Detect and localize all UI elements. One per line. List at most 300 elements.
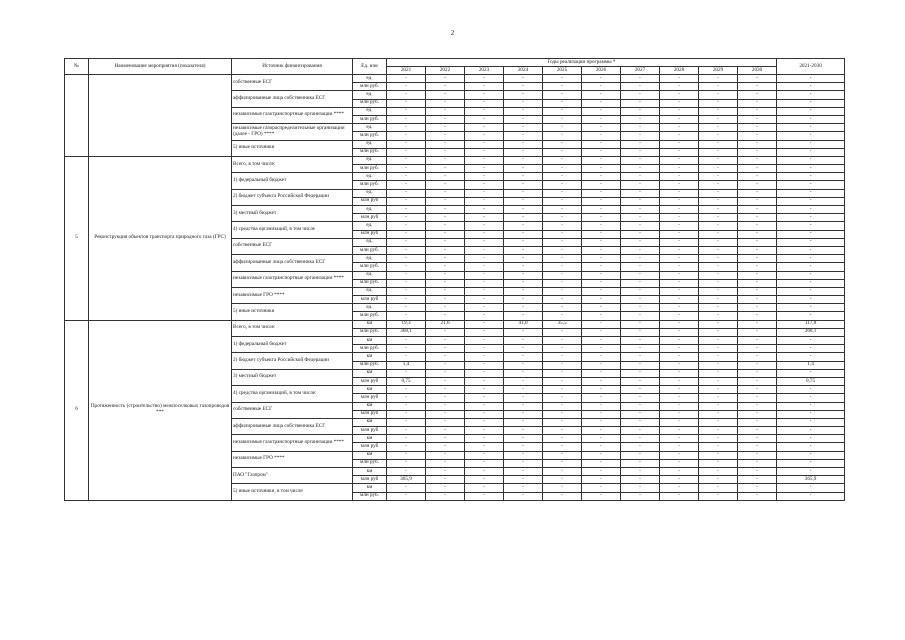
year-value-cell: - bbox=[504, 377, 543, 385]
year-value-cell: - bbox=[738, 337, 777, 345]
year-value-cell: - bbox=[543, 451, 582, 459]
year-value-cell: - bbox=[621, 214, 660, 222]
year-value-cell: - bbox=[699, 353, 738, 361]
year-value-cell: - bbox=[699, 165, 738, 173]
year-value-cell: - bbox=[582, 206, 621, 214]
year-value-cell: - bbox=[387, 468, 426, 476]
year-value-cell: - bbox=[504, 181, 543, 189]
year-value-cell: - bbox=[621, 83, 660, 91]
year-value-cell: - bbox=[621, 312, 660, 320]
year-value-cell: 21,6 bbox=[426, 320, 465, 328]
total-value-cell: - bbox=[777, 148, 845, 156]
year-value-cell: - bbox=[582, 246, 621, 254]
unit-cell: ед. bbox=[353, 75, 387, 83]
year-value-cell: - bbox=[699, 468, 738, 476]
year-value-cell: - bbox=[504, 246, 543, 254]
year-value-cell: - bbox=[543, 189, 582, 197]
year-value-cell: - bbox=[582, 279, 621, 287]
year-value-cell: - bbox=[543, 312, 582, 320]
year-value-cell: - bbox=[738, 468, 777, 476]
year-value-cell: - bbox=[660, 476, 699, 484]
year-value-cell: - bbox=[426, 402, 465, 410]
year-value-cell: - bbox=[699, 115, 738, 123]
year-value-cell: - bbox=[426, 468, 465, 476]
year-value-cell: - bbox=[738, 377, 777, 385]
year-value-cell: - bbox=[543, 377, 582, 385]
year-value-cell: - bbox=[660, 287, 699, 295]
year-value-cell: - bbox=[543, 214, 582, 222]
year-value-cell: - bbox=[621, 484, 660, 492]
year-value-cell: - bbox=[582, 263, 621, 271]
year-value-cell: - bbox=[738, 148, 777, 156]
year-value-cell: - bbox=[699, 124, 738, 132]
year-value-cell: - bbox=[387, 386, 426, 394]
year-value-cell: - bbox=[387, 492, 426, 500]
year-value-cell: - bbox=[387, 459, 426, 467]
year-value-cell: - bbox=[426, 206, 465, 214]
header-year: 2023 bbox=[465, 67, 504, 75]
year-value-cell: - bbox=[738, 206, 777, 214]
year-value-cell: - bbox=[504, 132, 543, 140]
unit-cell: млн руб bbox=[353, 197, 387, 205]
year-value-cell: - bbox=[465, 312, 504, 320]
year-value-cell: - bbox=[699, 206, 738, 214]
year-value-cell: - bbox=[660, 451, 699, 459]
year-value-cell: - bbox=[738, 197, 777, 205]
year-value-cell: - bbox=[387, 304, 426, 312]
year-value-cell: - bbox=[465, 124, 504, 132]
year-value-cell: - bbox=[699, 369, 738, 377]
year-value-cell: - bbox=[738, 386, 777, 394]
year-value-cell: - bbox=[699, 263, 738, 271]
funding-source: собственные ЕСГ bbox=[232, 238, 353, 254]
year-value-cell: - bbox=[465, 140, 504, 148]
year-value-cell: - bbox=[426, 304, 465, 312]
year-value-cell: - bbox=[504, 287, 543, 295]
year-value-cell: - bbox=[660, 230, 699, 238]
year-value-cell: - bbox=[582, 484, 621, 492]
year-value-cell: - bbox=[738, 279, 777, 287]
total-value-cell: - bbox=[777, 337, 845, 345]
year-value-cell: - bbox=[621, 320, 660, 328]
total-value-cell: - bbox=[777, 435, 845, 443]
year-value-cell: - bbox=[621, 222, 660, 230]
funding-source: 1) федеральный бюджет bbox=[232, 173, 353, 189]
year-value-cell: - bbox=[621, 337, 660, 345]
unit-cell: ед. bbox=[353, 91, 387, 99]
funding-source: 5) иные источники bbox=[232, 140, 353, 156]
year-value-cell: - bbox=[621, 156, 660, 164]
year-value-cell: - bbox=[738, 418, 777, 426]
year-value-cell: - bbox=[582, 361, 621, 369]
header-year: 2026 bbox=[582, 67, 621, 75]
year-value-cell: - bbox=[387, 255, 426, 263]
year-value-cell: - bbox=[426, 394, 465, 402]
total-value-cell: - bbox=[777, 492, 845, 500]
funding-source: аффилированные лица собственника ЕСГ bbox=[232, 418, 353, 434]
year-value-cell: - bbox=[738, 156, 777, 164]
year-value-cell: - bbox=[582, 115, 621, 123]
total-value-cell: - bbox=[777, 402, 845, 410]
year-value-cell: - bbox=[582, 214, 621, 222]
unit-cell: ед. bbox=[353, 222, 387, 230]
year-value-cell: - bbox=[465, 361, 504, 369]
unit-cell: млн руб bbox=[353, 230, 387, 238]
year-value-cell: - bbox=[660, 468, 699, 476]
year-value-cell: - bbox=[504, 443, 543, 451]
header-year: 2030 bbox=[738, 67, 777, 75]
measure-number: 5 bbox=[65, 156, 89, 320]
header-year: 2028 bbox=[660, 67, 699, 75]
total-value-cell: 0,75 bbox=[777, 377, 845, 385]
year-value-cell: - bbox=[426, 459, 465, 467]
year-value-cell: - bbox=[699, 181, 738, 189]
year-value-cell: - bbox=[738, 492, 777, 500]
year-value-cell: - bbox=[387, 410, 426, 418]
year-value-cell: - bbox=[465, 132, 504, 140]
year-value-cell: - bbox=[426, 476, 465, 484]
total-value-cell: - bbox=[777, 238, 845, 246]
year-value-cell: - bbox=[621, 124, 660, 132]
funding-source: 4) средства организаций, в том числе: bbox=[232, 386, 353, 402]
year-value-cell: - bbox=[621, 263, 660, 271]
year-value-cell: - bbox=[660, 312, 699, 320]
year-value-cell: - bbox=[582, 75, 621, 83]
year-value-cell: - bbox=[465, 181, 504, 189]
unit-cell: млн руб bbox=[353, 427, 387, 435]
total-value-cell: 368,1 bbox=[777, 328, 845, 336]
year-value-cell: - bbox=[504, 156, 543, 164]
year-value-cell: - bbox=[660, 83, 699, 91]
year-value-cell: - bbox=[699, 402, 738, 410]
total-value-cell: - bbox=[777, 156, 845, 164]
year-value-cell: - bbox=[738, 296, 777, 304]
year-value-cell: - bbox=[621, 115, 660, 123]
total-value-cell: - bbox=[777, 197, 845, 205]
year-value-cell: - bbox=[465, 91, 504, 99]
year-value-cell: - bbox=[582, 459, 621, 467]
total-value-cell: - bbox=[777, 312, 845, 320]
unit-cell: млн руб. bbox=[353, 361, 387, 369]
year-value-cell: - bbox=[582, 156, 621, 164]
unit-cell: ед. bbox=[353, 255, 387, 263]
year-value-cell: - bbox=[621, 468, 660, 476]
year-value-cell: - bbox=[543, 418, 582, 426]
year-value-cell: - bbox=[543, 107, 582, 115]
year-value-cell: - bbox=[504, 484, 543, 492]
year-value-cell: - bbox=[465, 263, 504, 271]
year-value-cell: - bbox=[504, 386, 543, 394]
funding-source: независимые ГРО **** bbox=[232, 287, 353, 303]
year-value-cell: - bbox=[543, 353, 582, 361]
unit-cell: млн руб. bbox=[353, 279, 387, 287]
year-value-cell: - bbox=[699, 279, 738, 287]
year-value-cell: - bbox=[426, 99, 465, 107]
year-value-cell: - bbox=[738, 222, 777, 230]
total-value-cell: - bbox=[777, 115, 845, 123]
year-value-cell: - bbox=[660, 304, 699, 312]
year-value-cell: - bbox=[387, 189, 426, 197]
year-value-cell: - bbox=[582, 394, 621, 402]
year-value-cell: - bbox=[543, 492, 582, 500]
year-value-cell: - bbox=[543, 263, 582, 271]
year-value-cell: - bbox=[504, 328, 543, 336]
year-value-cell: - bbox=[426, 246, 465, 254]
year-value-cell: - bbox=[582, 222, 621, 230]
year-value-cell: - bbox=[426, 214, 465, 222]
total-value-cell: - bbox=[777, 107, 845, 115]
year-value-cell: - bbox=[582, 91, 621, 99]
year-value-cell: - bbox=[543, 206, 582, 214]
year-value-cell: - bbox=[465, 214, 504, 222]
year-value-cell: - bbox=[465, 296, 504, 304]
year-value-cell: - bbox=[465, 345, 504, 353]
year-value-cell: - bbox=[543, 246, 582, 254]
year-value-cell: - bbox=[504, 427, 543, 435]
year-value-cell: - bbox=[738, 214, 777, 222]
year-value-cell: - bbox=[582, 124, 621, 132]
year-value-cell: - bbox=[699, 255, 738, 263]
year-value-cell: - bbox=[543, 369, 582, 377]
year-value-cell: - bbox=[426, 148, 465, 156]
year-value-cell: - bbox=[543, 279, 582, 287]
year-value-cell: - bbox=[426, 230, 465, 238]
year-value-cell: - bbox=[621, 189, 660, 197]
funding-source: независимые газотранспортные организации **** bbox=[232, 271, 353, 287]
year-value-cell: - bbox=[387, 124, 426, 132]
year-value-cell: - bbox=[426, 107, 465, 115]
year-value-cell: - bbox=[660, 255, 699, 263]
total-value-cell: - bbox=[777, 484, 845, 492]
year-value-cell: - bbox=[582, 427, 621, 435]
year-value-cell: - bbox=[699, 173, 738, 181]
year-value-cell: - bbox=[660, 271, 699, 279]
year-value-cell: - bbox=[426, 222, 465, 230]
year-value-cell: - bbox=[582, 304, 621, 312]
year-value-cell: - bbox=[660, 189, 699, 197]
funding-source: 1) федеральный бюджет bbox=[232, 337, 353, 353]
year-value-cell: - bbox=[621, 435, 660, 443]
year-value-cell: - bbox=[621, 459, 660, 467]
year-value-cell: - bbox=[582, 468, 621, 476]
year-value-cell: - bbox=[387, 271, 426, 279]
year-value-cell: - bbox=[426, 132, 465, 140]
year-value-cell: - bbox=[426, 156, 465, 164]
year-value-cell: - bbox=[660, 484, 699, 492]
year-value-cell: - bbox=[738, 459, 777, 467]
year-value-cell: - bbox=[543, 181, 582, 189]
year-value-cell: - bbox=[387, 238, 426, 246]
year-value-cell: - bbox=[504, 140, 543, 148]
unit-cell: ед. bbox=[353, 206, 387, 214]
year-value-cell: - bbox=[504, 402, 543, 410]
year-value-cell: - bbox=[582, 353, 621, 361]
year-value-cell: - bbox=[504, 451, 543, 459]
year-value-cell: - bbox=[543, 394, 582, 402]
year-value-cell: - bbox=[660, 206, 699, 214]
year-value-cell: - bbox=[387, 83, 426, 91]
year-value-cell: - bbox=[426, 345, 465, 353]
total-value-cell: - bbox=[777, 132, 845, 140]
year-value-cell: - bbox=[465, 427, 504, 435]
year-value-cell: 368,1 bbox=[387, 328, 426, 336]
unit-cell: млн руб. bbox=[353, 148, 387, 156]
year-value-cell: - bbox=[426, 435, 465, 443]
year-value-cell: - bbox=[504, 271, 543, 279]
year-value-cell: - bbox=[660, 181, 699, 189]
year-value-cell: - bbox=[543, 328, 582, 336]
year-value-cell: - bbox=[738, 361, 777, 369]
year-value-cell: - bbox=[543, 468, 582, 476]
measure-name: Реконструкция объектов транспорта природного газа (ГРС) bbox=[89, 156, 232, 320]
year-value-cell: - bbox=[621, 304, 660, 312]
unit-cell: км bbox=[353, 386, 387, 394]
year-value-cell: - bbox=[621, 361, 660, 369]
year-value-cell: - bbox=[465, 320, 504, 328]
header-year: 2022 bbox=[426, 67, 465, 75]
year-value-cell: - bbox=[582, 173, 621, 181]
year-value-cell: - bbox=[426, 83, 465, 91]
year-value-cell: - bbox=[699, 476, 738, 484]
unit-cell: млн руб. bbox=[353, 246, 387, 254]
year-value-cell: - bbox=[738, 230, 777, 238]
year-value-cell: - bbox=[738, 132, 777, 140]
year-value-cell: - bbox=[504, 459, 543, 467]
year-value-cell: - bbox=[738, 451, 777, 459]
year-value-cell: - bbox=[621, 394, 660, 402]
year-value-cell: - bbox=[738, 443, 777, 451]
total-value-cell: - bbox=[777, 173, 845, 181]
year-value-cell: - bbox=[582, 99, 621, 107]
year-value-cell: - bbox=[699, 99, 738, 107]
year-value-cell: - bbox=[621, 197, 660, 205]
unit-cell: ед. bbox=[353, 287, 387, 295]
year-value-cell: - bbox=[504, 107, 543, 115]
funding-source: 2) бюджет субъекта Российской Федерации bbox=[232, 189, 353, 205]
funding-source: Всего, в том числе: bbox=[232, 320, 353, 336]
year-value-cell: - bbox=[504, 115, 543, 123]
year-value-cell: - bbox=[660, 320, 699, 328]
year-value-cell: - bbox=[387, 435, 426, 443]
year-value-cell: - bbox=[621, 296, 660, 304]
year-value-cell: - bbox=[504, 353, 543, 361]
year-value-cell: - bbox=[387, 369, 426, 377]
header-year: 2027 bbox=[621, 67, 660, 75]
year-value-cell: - bbox=[660, 279, 699, 287]
year-value-cell: - bbox=[504, 418, 543, 426]
total-value-cell: - bbox=[777, 165, 845, 173]
year-value-cell: - bbox=[426, 181, 465, 189]
year-value-cell: - bbox=[465, 353, 504, 361]
year-value-cell: - bbox=[660, 369, 699, 377]
year-value-cell: - bbox=[582, 320, 621, 328]
year-value-cell: - bbox=[738, 410, 777, 418]
year-value-cell: - bbox=[387, 345, 426, 353]
year-value-cell: - bbox=[699, 337, 738, 345]
year-value-cell: - bbox=[582, 107, 621, 115]
year-value-cell: - bbox=[387, 402, 426, 410]
year-value-cell: - bbox=[621, 279, 660, 287]
unit-cell: млн руб. bbox=[353, 165, 387, 173]
year-value-cell: - bbox=[621, 386, 660, 394]
year-value-cell: - bbox=[699, 91, 738, 99]
year-value-cell: - bbox=[387, 75, 426, 83]
year-value-cell: - bbox=[621, 476, 660, 484]
unit-cell: ед. bbox=[353, 271, 387, 279]
unit-cell: млн руб. bbox=[353, 83, 387, 91]
year-value-cell: - bbox=[699, 459, 738, 467]
year-value-cell: - bbox=[582, 197, 621, 205]
year-value-cell: - bbox=[621, 451, 660, 459]
year-value-cell: - bbox=[504, 75, 543, 83]
year-value-cell: - bbox=[660, 197, 699, 205]
year-value-cell: - bbox=[465, 279, 504, 287]
unit-cell: млн руб bbox=[353, 443, 387, 451]
year-value-cell: - bbox=[699, 230, 738, 238]
year-value-cell: - bbox=[387, 296, 426, 304]
year-value-cell: - bbox=[699, 320, 738, 328]
year-value-cell: - bbox=[621, 271, 660, 279]
year-value-cell: - bbox=[660, 402, 699, 410]
year-value-cell: - bbox=[699, 394, 738, 402]
year-value-cell: - bbox=[699, 132, 738, 140]
year-value-cell: - bbox=[426, 484, 465, 492]
year-value-cell: - bbox=[465, 222, 504, 230]
year-value-cell: - bbox=[660, 173, 699, 181]
unit-cell: ед. bbox=[353, 124, 387, 132]
year-value-cell: - bbox=[465, 402, 504, 410]
year-value-cell: - bbox=[582, 476, 621, 484]
year-value-cell: - bbox=[426, 328, 465, 336]
year-value-cell: - bbox=[699, 304, 738, 312]
funding-source: Всего, в том числе: bbox=[232, 156, 353, 172]
year-value-cell: - bbox=[660, 222, 699, 230]
year-value-cell: - bbox=[387, 279, 426, 287]
year-value-cell: - bbox=[465, 189, 504, 197]
year-value-cell: - bbox=[660, 435, 699, 443]
year-value-cell: - bbox=[621, 230, 660, 238]
year-value-cell: - bbox=[699, 83, 738, 91]
year-value-cell: - bbox=[582, 140, 621, 148]
year-value-cell: - bbox=[621, 410, 660, 418]
year-value-cell: - bbox=[660, 345, 699, 353]
year-value-cell: - bbox=[621, 418, 660, 426]
year-value-cell: - bbox=[621, 328, 660, 336]
year-value-cell: 365,9 bbox=[387, 476, 426, 484]
year-value-cell: - bbox=[699, 410, 738, 418]
year-value-cell: - bbox=[582, 328, 621, 336]
total-value-cell: - bbox=[777, 369, 845, 377]
year-value-cell: - bbox=[582, 435, 621, 443]
year-value-cell: - bbox=[465, 459, 504, 467]
year-value-cell: - bbox=[621, 492, 660, 500]
total-value-cell: - bbox=[777, 468, 845, 476]
year-value-cell: - bbox=[660, 156, 699, 164]
year-value-cell: - bbox=[738, 255, 777, 263]
year-value-cell: - bbox=[465, 328, 504, 336]
total-value-cell: - bbox=[777, 246, 845, 254]
year-value-cell: - bbox=[621, 238, 660, 246]
year-value-cell: - bbox=[387, 91, 426, 99]
year-value-cell: - bbox=[426, 410, 465, 418]
year-value-cell: - bbox=[738, 124, 777, 132]
year-value-cell: 19,3 bbox=[387, 320, 426, 328]
year-value-cell: - bbox=[465, 287, 504, 295]
year-value-cell: - bbox=[582, 271, 621, 279]
year-value-cell: - bbox=[465, 304, 504, 312]
year-value-cell: - bbox=[660, 353, 699, 361]
year-value-cell: - bbox=[699, 435, 738, 443]
